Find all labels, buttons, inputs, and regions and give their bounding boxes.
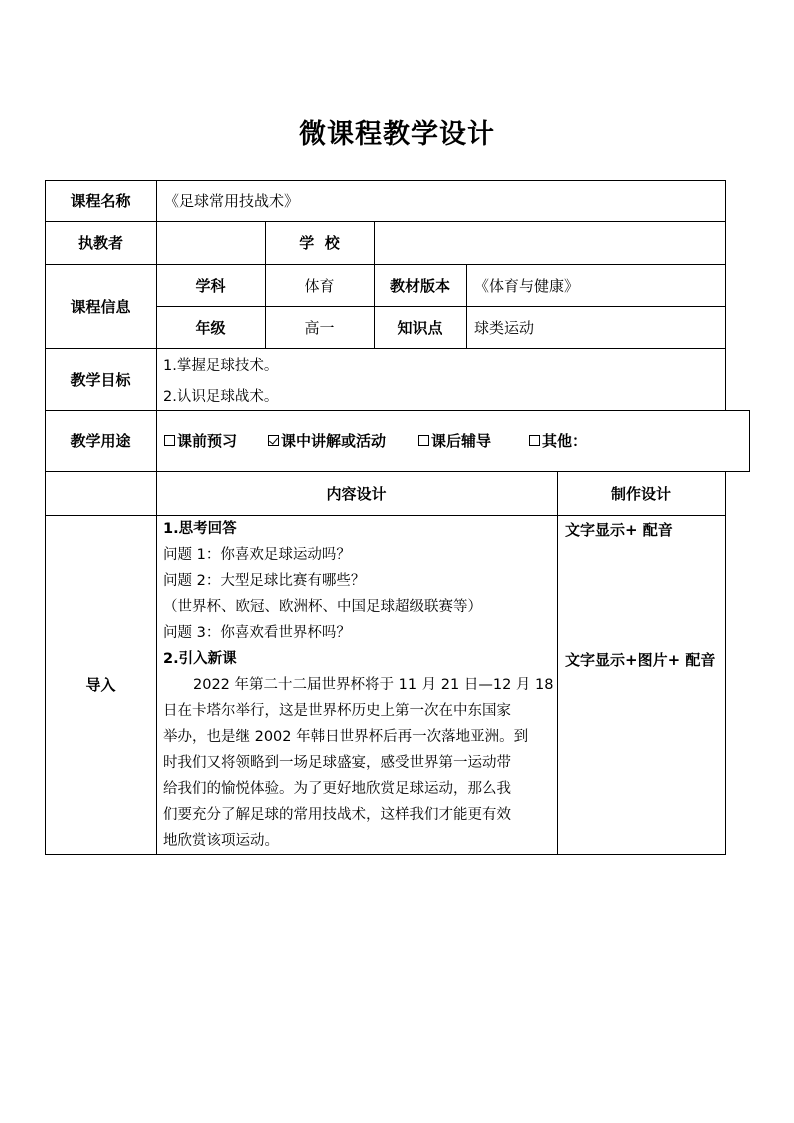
course-name-value: 《足球常用技战术》 [164, 192, 300, 210]
usage-option-other[interactable]: 其他： [529, 410, 587, 471]
usage-option-after-class[interactable]: 课后辅导 [418, 410, 491, 471]
section-1-title: 1.思考回答 [163, 521, 237, 537]
content-design-header: 内容设计 [326, 484, 387, 503]
teacher-label: 执教者 [77, 234, 123, 252]
paragraph-line: 给我们的愉悦体验。为了更好地欣赏足球运动，那么我 [163, 781, 511, 797]
paragraph-line: 时我们又将领略到一场足球盛宴，感受世界第一运动带 [163, 755, 511, 771]
grade-label: 年级 [195, 318, 226, 337]
paragraph-line: 2022 年第二十二届世界杯将于 11 月 21 日—12 月 18 [193, 677, 554, 693]
paragraph-line: 举办，也是继 2002 年韩日世界杯后再一次落地亚洲。到 [163, 729, 529, 745]
production-note-1: 文字显示+ 配音 [565, 520, 673, 539]
page-title: 微课程教学设计 [299, 119, 495, 150]
school-value [374, 221, 725, 264]
usage-label: 教学用途 [70, 432, 131, 450]
goal-item-1: 1.掌握足球技术。 [163, 357, 279, 374]
question-2: 问题 2：大型足球比赛有哪些？ [163, 573, 366, 589]
edition-value: 《体育与健康》 [474, 276, 580, 295]
paragraph-line: 日在卡塔尔举行，这是世界杯历史上第一次在中东国家 [163, 703, 511, 719]
goals-label: 教学目标 [70, 370, 131, 389]
usage-option-preview[interactable]: 课前预习 [164, 410, 237, 471]
production-note-2: 文字显示+图片+ 配音 [565, 650, 716, 669]
question-3: 问题 3：你喜欢看世界杯吗？ [163, 625, 351, 641]
school-label: 学 校 [299, 234, 340, 252]
intro-content [163, 516, 555, 854]
question-2-answer: （世界杯、欧冠、欧洲杯、中国足球超级联赛等） [163, 599, 482, 615]
checkbox-unchecked-icon[interactable] [164, 435, 175, 446]
knowledge-label: 知识点 [397, 318, 443, 337]
grade-value: 高一 [304, 318, 335, 337]
intro-label: 导入 [85, 676, 116, 694]
production-design-header: 制作设计 [610, 484, 671, 503]
checkbox-unchecked-icon[interactable] [529, 435, 540, 446]
subject-value: 体育 [304, 276, 335, 295]
course-name-label: 课程名称 [70, 192, 131, 210]
teacher-value [156, 221, 265, 264]
section-2-title: 2.引入新课 [163, 651, 237, 667]
subject-label: 学科 [195, 276, 226, 295]
goal-item-2: 2.认识足球战术。 [163, 388, 279, 405]
usage-option-in-class[interactable]: 课中讲解或活动 [268, 410, 386, 471]
checkbox-unchecked-icon[interactable] [418, 435, 429, 446]
knowledge-value: 球类运动 [474, 318, 535, 337]
checkbox-checked-icon[interactable] [268, 435, 279, 446]
paragraph-line: 地欣赏该项运动。 [163, 833, 279, 849]
question-1: 问题 1：你喜欢足球运动吗？ [163, 547, 351, 563]
edition-label: 教材版本 [389, 276, 450, 295]
course-info-label: 课程信息 [70, 297, 131, 316]
paragraph-line: 们要充分了解足球的常用技战术，这样我们才能更有效 [163, 807, 511, 823]
